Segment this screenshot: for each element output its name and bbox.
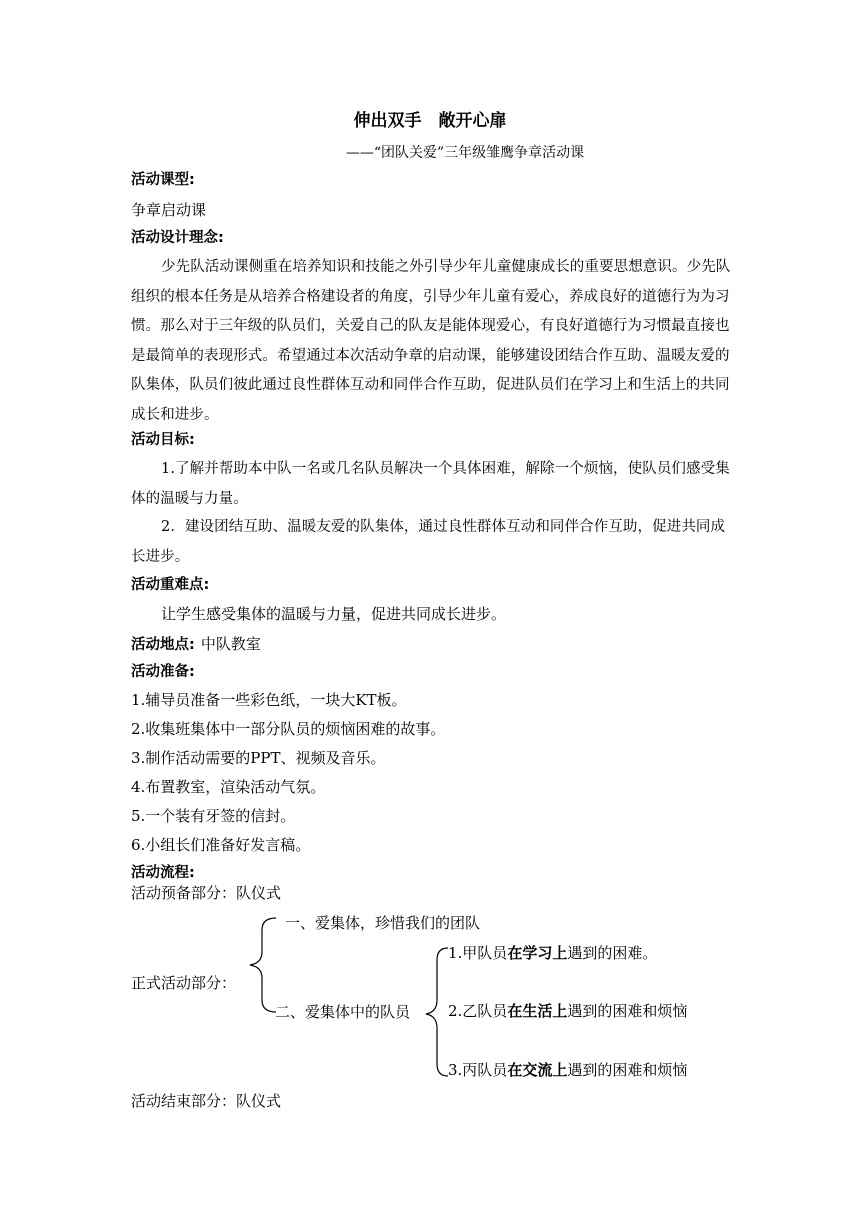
flow-branch-1: 一、爱集体，珍惜我们的团队	[285, 914, 481, 932]
flow-pre: 活动预备部分：队仪式	[131, 884, 282, 902]
concept-heading: 活动设计理念:	[131, 230, 224, 246]
type-heading: 活动课型:	[131, 172, 195, 188]
sub-item-3: 3.丙队员在交流上遇到的困难和烦恼	[448, 1061, 688, 1079]
flow-end: 活动结束部分：队仪式	[131, 1092, 282, 1110]
type-value: 争章启动课	[131, 201, 207, 219]
flow-heading: 活动流程:	[131, 865, 195, 881]
page-subtitle: ——“团队关爱”三年级雏鹰争章活动课	[345, 145, 585, 161]
main-brace	[250, 918, 276, 1012]
prep-heading: 活动准备:	[131, 664, 195, 680]
flow-main-label: 正式活动部分：	[131, 974, 237, 992]
concept-paragraph: 少先队活动课侧重在培养知识和技能之外引导少年儿童健康成长的重要思想意识。少先队组织的根本任务是从培养合格建设者的角度，引导少年儿童有爱心，养成良好的道德行为为习惯。那么对于三年级的队员们，关爱自己的队友是能体现爱心，有良好道德行为习惯最直接也是最简单的表现形式。希望通过本次活动争章的启动课，能够建设团结合作互助、温暖友爱的队集体，队员们彼此通过良性群体互动和同伴合作互助，促进队员们在学习上和生活上的共同成长和进步。	[131, 259, 731, 423]
prep-item-4: 4.布置教室，渲染活动气氛。	[131, 778, 326, 796]
place-heading: 活动地点:	[131, 637, 195, 653]
goals-heading: 活动目标:	[131, 432, 195, 448]
place-value: 中队教室	[200, 635, 261, 653]
sub-item-2: 2.乙队员在生活上遇到的困难和烦恼	[448, 1002, 688, 1020]
sub-brace	[426, 948, 448, 1076]
page-title: 伸出双手 敞开心扉	[353, 111, 507, 131]
key-heading: 活动重难点:	[131, 577, 210, 593]
prep-item-5: 5.一个装有牙签的信封。	[131, 807, 296, 825]
key-text: 让学生感受集体的温暖与力量，促进共同成长进步。	[161, 605, 507, 623]
goal-2: 2．建设团结互助、温暖友爱的队集体，通过良性群体互动和同伴合作互助，促进共同成长进步。	[131, 519, 726, 565]
prep-item-3: 3.制作活动需要的PPT、视频及音乐。	[131, 749, 386, 767]
prep-item-2: 2.收集班集体中一部分队员的烦恼困难的故事。	[131, 720, 446, 738]
flow-branch-2: 二、爱集体中的队员	[275, 1003, 411, 1021]
sub-item-1: 1.甲队员在学习上遇到的困难。	[448, 944, 658, 962]
prep-item-1: 1.辅导员准备一些彩色纸，一块大KT板。	[131, 691, 407, 709]
goal-1: 1.了解并帮助本中队一名或几名队员解决一个具体困难，解除一个烦恼，使队员们感受集体的温暖与力量。	[131, 461, 730, 507]
prep-item-6: 6.小组长们准备好发言稿。	[131, 836, 311, 854]
